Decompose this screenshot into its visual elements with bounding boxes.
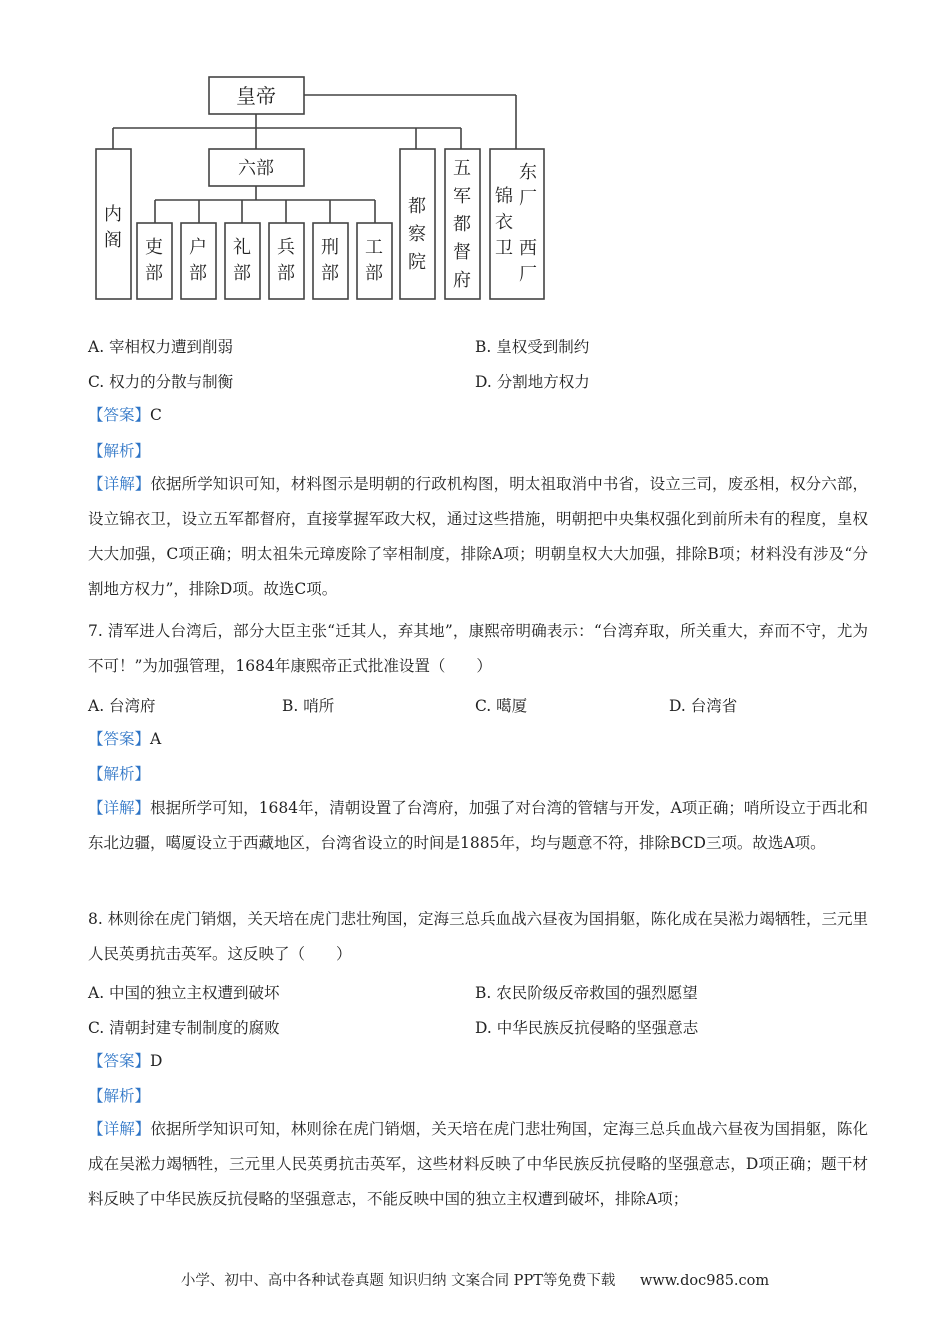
q7-option-c: C. 噶厦 bbox=[475, 697, 528, 715]
page-footer bbox=[0, 1269, 950, 1290]
q8-option-c: C. 清朝封建专制制度的腐败 bbox=[88, 1019, 280, 1037]
q6-answer bbox=[88, 405, 162, 425]
q7-option-a: A. 台湾府 bbox=[88, 697, 156, 715]
xichang-label: 西厂 bbox=[519, 238, 537, 285]
detail-text: 依据所学知识可知，材料图示是明朝的行政机构图，明太祖取消中书省，设立三司，废丞相，权分六部，设立锦衣卫，设立五军都督府，直接掌握军政大权，通过这些措施，明朝把中央集权强化到前所未有的程度，皇权大大加强，C项正确；明太祖朱元璋废除了宰相制度，排除A项；明朝皇权大大加强，排除B项；材料没有涉及“分割地方权力”，排除D项。故选C项。 bbox=[88, 475, 868, 598]
q6-detail bbox=[88, 467, 868, 607]
q6-analysis-tag: 【解析】 bbox=[88, 442, 151, 460]
footer-url[interactable]: www.doc985.com bbox=[639, 1273, 770, 1289]
q6-option-d: D. 分割地方权力 bbox=[475, 373, 590, 391]
dongchang-label: 东厂 bbox=[519, 162, 537, 209]
answer-tag: 【答案】 bbox=[88, 406, 151, 424]
ministry-label: 礼部 bbox=[233, 237, 251, 284]
grand-secretariat-label: 内阁 bbox=[104, 204, 122, 251]
censorate-label: 都察院 bbox=[408, 196, 426, 273]
q7-answer: 【答案】A bbox=[88, 730, 162, 748]
q8-option-a: A. 中国的独立主权遭到破坏 bbox=[88, 984, 280, 1002]
ministry-label: 工部 bbox=[365, 237, 383, 284]
q8-option-d: D. 中华民族反抗侵略的坚强意志 bbox=[475, 1019, 699, 1037]
jinyiwei-label: 锦衣卫 bbox=[495, 186, 513, 259]
ming-admin-diagram bbox=[88, 72, 558, 308]
ministry-label: 户部 bbox=[189, 237, 207, 284]
ministry-label: 吏部 bbox=[145, 237, 163, 284]
ministry-label: 兵部 bbox=[277, 237, 295, 284]
five-army-label: 五军都督府 bbox=[453, 158, 471, 291]
q7-option-d: D. 台湾省 bbox=[669, 697, 738, 715]
q8-option-b: B. 农民阶级反帝救国的强烈愿望 bbox=[475, 984, 698, 1002]
q7-analysis-tag: 【解析】 bbox=[88, 765, 151, 783]
answer-value: C bbox=[150, 406, 162, 424]
six-ministries-label: 六部 bbox=[238, 158, 274, 179]
q8-detail: 【详解】依据所学知识可知，林则徐在虎门销烟，关天培在虎门悲壮殉国，定海三总兵血战六昼夜为国捐躯，陈化成在吴淞力竭牺牲，三元里人民英勇抗击英军，这些材料反映了中华民族反抗侵略的坚强意志，D项正确；题干材料反映了中华民族反抗侵略的坚强意志，不能反映中国的独立主权遭到破坏，排除A项； bbox=[88, 1120, 868, 1208]
footer-text: 小学、初中、高中各种试卷真题 知识归纳 文案合同 PPT等免费下载 bbox=[180, 1273, 616, 1289]
detail-tag: 【详解】 bbox=[88, 475, 151, 493]
q6-option-b: B. 皇权受到制约 bbox=[475, 338, 590, 356]
q8-answer: 【答案】D bbox=[88, 1052, 163, 1070]
emperor-label: 皇帝 bbox=[236, 84, 276, 108]
q7-option-b: B. 哨所 bbox=[282, 697, 335, 715]
q8-stem: 8. 林则徐在虎门销烟，关天培在虎门悲壮殉国，定海三总兵血战六昼夜为国捐躯，陈化成在吴淞力竭牺牲，三元里人民英勇抗击英军。这反映了（ ） bbox=[88, 910, 868, 963]
q7-stem: 7. 清军进人台湾后，部分大臣主张“迁其人，弃其地”，康熙帝明确表示：“台湾弃取，所关重大，弃而不守，尤为不可！”为加强管理，1684年康熙帝正式批准设置（ ） bbox=[88, 622, 868, 675]
q8-analysis-tag: 【解析】 bbox=[88, 1087, 151, 1105]
ministry-label: 刑部 bbox=[321, 237, 339, 284]
q7-detail: 【详解】根据所学可知，1684年，清朝设置了台湾府，加强了对台湾的管辖与开发，A项正确；哨所设立于西北和东北边疆，噶厦设立于西藏地区，台湾省设立的时间是1885年，均与题意不符，排除BCD三项。故选A项。 bbox=[88, 799, 868, 852]
q6-option-c: C. 权力的分散与制衡 bbox=[88, 373, 234, 391]
q6-option-a: A. 宰相权力遭到削弱 bbox=[88, 338, 234, 356]
